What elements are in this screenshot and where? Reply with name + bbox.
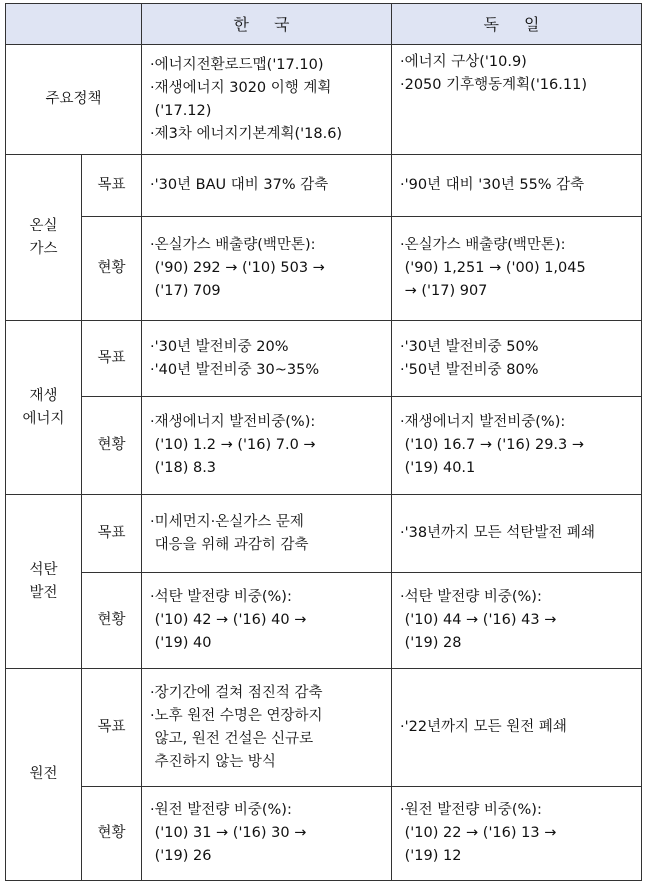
cell-line: 않고, 원전 건설은 신규로 bbox=[150, 730, 314, 747]
cell-line: ('17) 709 bbox=[150, 283, 221, 299]
cell-line: 대응을 위해 과감히 감축 bbox=[150, 536, 309, 553]
renewable-goal-row bbox=[6, 321, 642, 397]
cell-line: 석탄 bbox=[29, 561, 58, 578]
cell-line: ·'38년까지 모든 석탄발전 폐쇄 bbox=[400, 525, 595, 541]
cell-line: ('19) 12 bbox=[400, 848, 462, 864]
cell-line: ·제3차 에너지기본계획('18.6) bbox=[150, 125, 343, 142]
cell-line: ·재생에너지 발전비중(%): bbox=[400, 414, 566, 430]
cell-line: ·에너지전환로드맵('17.10) bbox=[150, 56, 324, 73]
cell-line: ('10) 1.2 → ('16) 7.0 → bbox=[150, 437, 316, 453]
cell-line: 가스 bbox=[29, 240, 58, 257]
header-korea: 한 국 bbox=[142, 4, 392, 45]
coal-goal-label: 목표 bbox=[82, 495, 142, 573]
cell-line: ('10) 16.7 → ('16) 29.3 → bbox=[400, 437, 585, 453]
coal-status-korea-cell bbox=[142, 573, 392, 669]
nuclear-goal-label: 목표 bbox=[82, 669, 142, 787]
category-nuclear bbox=[6, 669, 82, 881]
header-corner bbox=[6, 4, 142, 45]
cell-line: ·원전 발전량 비중(%): bbox=[150, 802, 292, 818]
cell-line: ·에너지 구상('10.9) bbox=[400, 54, 527, 70]
nuclear-status-korea-cell bbox=[142, 787, 392, 881]
cell-line: ·온실가스 배출량(백만톤): bbox=[150, 237, 316, 253]
cell-line: ('10) 31 → ('16) 30 → bbox=[150, 825, 307, 841]
cell-line: ('19) 28 bbox=[400, 635, 462, 651]
renewable-goal-germany-cell bbox=[392, 321, 642, 397]
cell-line: 원전 bbox=[29, 766, 58, 782]
cell-line: ('17.12) bbox=[150, 102, 212, 119]
cell-line: ('19) 40 bbox=[150, 635, 212, 651]
header-row bbox=[6, 4, 642, 45]
ghg-status-label: 현황 bbox=[82, 217, 142, 321]
ghg-status-germany-cell bbox=[392, 217, 642, 321]
coal-status-label: 현황 bbox=[82, 573, 142, 669]
cell-line: ·재생에너지 발전비중(%): bbox=[150, 414, 316, 430]
cell-line: ·노후 원전 수명은 연장하지 bbox=[150, 707, 323, 724]
category-policy: 주요정책 bbox=[6, 45, 142, 155]
ghg-status-row bbox=[6, 217, 642, 321]
cell-line: ('10) 42 → ('16) 40 → bbox=[150, 612, 307, 628]
cell-line: ·'30년 발전비중 50% bbox=[400, 338, 539, 355]
nuclear-status-row bbox=[6, 787, 642, 881]
category-ghg bbox=[6, 155, 82, 321]
cell-line: ·미세먼지·온실가스 문제 bbox=[150, 513, 304, 530]
renewable-goal-korea-cell bbox=[142, 321, 392, 397]
cell-line: ('18) 8.3 bbox=[150, 460, 217, 476]
renewable-status-label: 현황 bbox=[82, 397, 142, 495]
cell-line: 재생 bbox=[29, 387, 58, 404]
ghg-status-korea-cell bbox=[142, 217, 392, 321]
ghg-goal-label: 목표 bbox=[82, 155, 142, 217]
category-renewable bbox=[6, 321, 82, 495]
header-germany: 독 일 bbox=[392, 4, 642, 45]
cell-line: ·'40년 발전비중 30~35% bbox=[150, 361, 320, 378]
policy-germany-cell bbox=[392, 45, 642, 155]
comparison-table bbox=[5, 3, 642, 881]
policy-korea-cell bbox=[142, 45, 392, 155]
cell-line: ('90) 292 → ('10) 503 → bbox=[150, 260, 325, 276]
renewable-status-row bbox=[6, 397, 642, 495]
cell-line: → ('17) 907 bbox=[400, 283, 488, 299]
policy-row bbox=[6, 45, 642, 155]
cell-line: ·장기간에 걸쳐 점진적 감축 bbox=[150, 684, 323, 701]
coal-status-row bbox=[6, 573, 642, 669]
cell-line: ('19) 40.1 bbox=[400, 460, 476, 476]
ghg-goal-row bbox=[6, 155, 642, 217]
cell-line: ('19) 26 bbox=[150, 848, 212, 864]
cell-line: ·석탄 발전량 비중(%): bbox=[400, 589, 542, 605]
cell-line: ·원전 발전량 비중(%): bbox=[400, 802, 542, 818]
nuclear-status-label: 현황 bbox=[82, 787, 142, 881]
cell-line: ·'50년 발전비중 80% bbox=[400, 361, 539, 378]
category-coal bbox=[6, 495, 82, 669]
cell-line: 추진하지 않는 방식 bbox=[150, 753, 276, 770]
renewable-goal-label: 목표 bbox=[82, 321, 142, 397]
nuclear-goal-row bbox=[6, 669, 642, 787]
cell-line: 에너지 bbox=[22, 410, 65, 427]
cell-line: ·온실가스 배출량(백만톤): bbox=[400, 237, 566, 253]
ghg-goal-germany-cell bbox=[392, 155, 642, 217]
nuclear-goal-korea-cell bbox=[142, 669, 392, 787]
nuclear-goal-germany-cell bbox=[392, 669, 642, 787]
cell-line: 온실 bbox=[29, 217, 58, 234]
coal-goal-germany-cell bbox=[392, 495, 642, 573]
coal-goal-row bbox=[6, 495, 642, 573]
cell-line: ·석탄 발전량 비중(%): bbox=[150, 589, 292, 605]
nuclear-status-germany-cell bbox=[392, 787, 642, 881]
cell-line: 발전 bbox=[29, 584, 58, 601]
ghg-goal-korea-cell bbox=[142, 155, 392, 217]
cell-line: ·'30년 발전비중 20% bbox=[150, 338, 289, 355]
cell-line: ('10) 44 → ('16) 43 → bbox=[400, 612, 557, 628]
renewable-status-germany-cell bbox=[392, 397, 642, 495]
cell-line: ·'90년 대비 '30년 55% 감축 bbox=[400, 177, 585, 193]
cell-line: ('90) 1,251 → ('00) 1,045 bbox=[400, 260, 586, 276]
coal-goal-korea-cell bbox=[142, 495, 392, 573]
cell-line: ('10) 22 → ('16) 13 → bbox=[400, 825, 557, 841]
cell-line: ·'22년까지 모든 원전 폐쇄 bbox=[400, 719, 567, 735]
coal-status-germany-cell bbox=[392, 573, 642, 669]
cell-line: ·'30년 BAU 대비 37% 감축 bbox=[150, 177, 329, 193]
renewable-status-korea-cell bbox=[142, 397, 392, 495]
cell-line: ·2050 기후행동계획('16.11) bbox=[400, 77, 587, 93]
cell-line: ·재생에너지 3020 이행 계획 bbox=[150, 79, 332, 96]
